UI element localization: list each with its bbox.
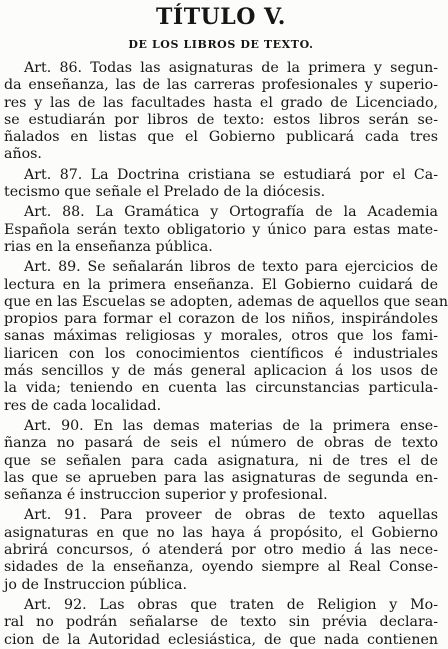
text-line: Art. 87. La Doctrina cristiana se estudiará por el Ca- <box>24 166 438 183</box>
text-line: Art. 91. Para proveer de obras de texto aquellas <box>24 507 438 524</box>
text-line: cion de la Autoridad eclesiástica, de que nada contienen <box>4 631 438 648</box>
text-line: ñanza no pasará de seis el número de obras de texto <box>4 435 438 452</box>
page-title: TÍTULO V. <box>156 4 286 30</box>
text-line: se estudiarán por libros de texto: estos libros serán se- <box>4 111 438 128</box>
text-line: que en las Escuelas se adopten, ademas de aquellos que sean <box>4 293 448 310</box>
text-line: rias en la enseñanza pública. <box>4 238 213 255</box>
text-line: Española serán texto obligatorio y único para estas mate- <box>4 221 438 238</box>
text-line: Art. 90. En las demas materias de la primera ense- <box>24 417 438 434</box>
text-line: años. <box>4 146 42 163</box>
text-line: asignaturas en que no las haya á propósito, el Gobierno <box>4 524 438 541</box>
text-line: lectura en la primera enseñanza. El Gobierno cuidará de <box>4 276 438 293</box>
text-line: sidades de la enseñanza, oyendo siempre al Real Conse- <box>4 559 438 576</box>
text-line: más sencillos y de más general aplicacion á los usos de <box>4 363 438 380</box>
text-line: señanza é instruccion superior y profesional. <box>4 487 328 504</box>
text-line: res de cada localidad. <box>4 397 162 414</box>
text-line: ñalados en listas que el Gobierno publicará cada tres <box>4 129 438 146</box>
text-line: las que se aprueben para las asignaturas de segunda en- <box>4 469 438 486</box>
text-line: propios para formar el corazon de los niños, inspirándoles <box>4 311 438 328</box>
text-line: Art. 88. La Gramática y Ortografía de la Academia <box>24 204 438 221</box>
text-line: que se señalen para cada asignatura, ni de tres el de <box>4 452 438 469</box>
text-line: tecismo que señale el Prelado de la diócesis. <box>4 184 326 201</box>
text-line: abrirá concursos, ó atenderá por otro medio á las nece- <box>4 542 438 559</box>
text-line: da enseñanza, las de las carreras profesionales y superio- <box>4 77 438 94</box>
text-line: liaricen con los conocimientos científicos é industriales <box>4 345 438 362</box>
text-line: Art. 92. Las obras que traten de Religion y Mo- <box>24 596 438 613</box>
text-line: jo de Instruccion pública. <box>4 576 187 593</box>
text-line: la vida; teniendo en cuenta las circunstancias particula- <box>4 380 438 397</box>
text-line: res y las de las facultades hasta el grado de Licenciado, <box>4 94 438 111</box>
body-text <box>0 60 448 649</box>
text-line: Art. 86. Todas las asignaturas de la primera y segun- <box>24 60 438 76</box>
text-line: sanas máximas religiosas y morales, otros que los fami- <box>4 328 438 345</box>
text-line: ral no podrán señalarse de texto sin prévia declara- <box>4 614 438 631</box>
text-line: Art. 89. Se señalarán libros de texto para ejercicios de <box>24 259 438 276</box>
section-heading: DE LOS LIBROS DE TEXTO. <box>128 38 314 51</box>
